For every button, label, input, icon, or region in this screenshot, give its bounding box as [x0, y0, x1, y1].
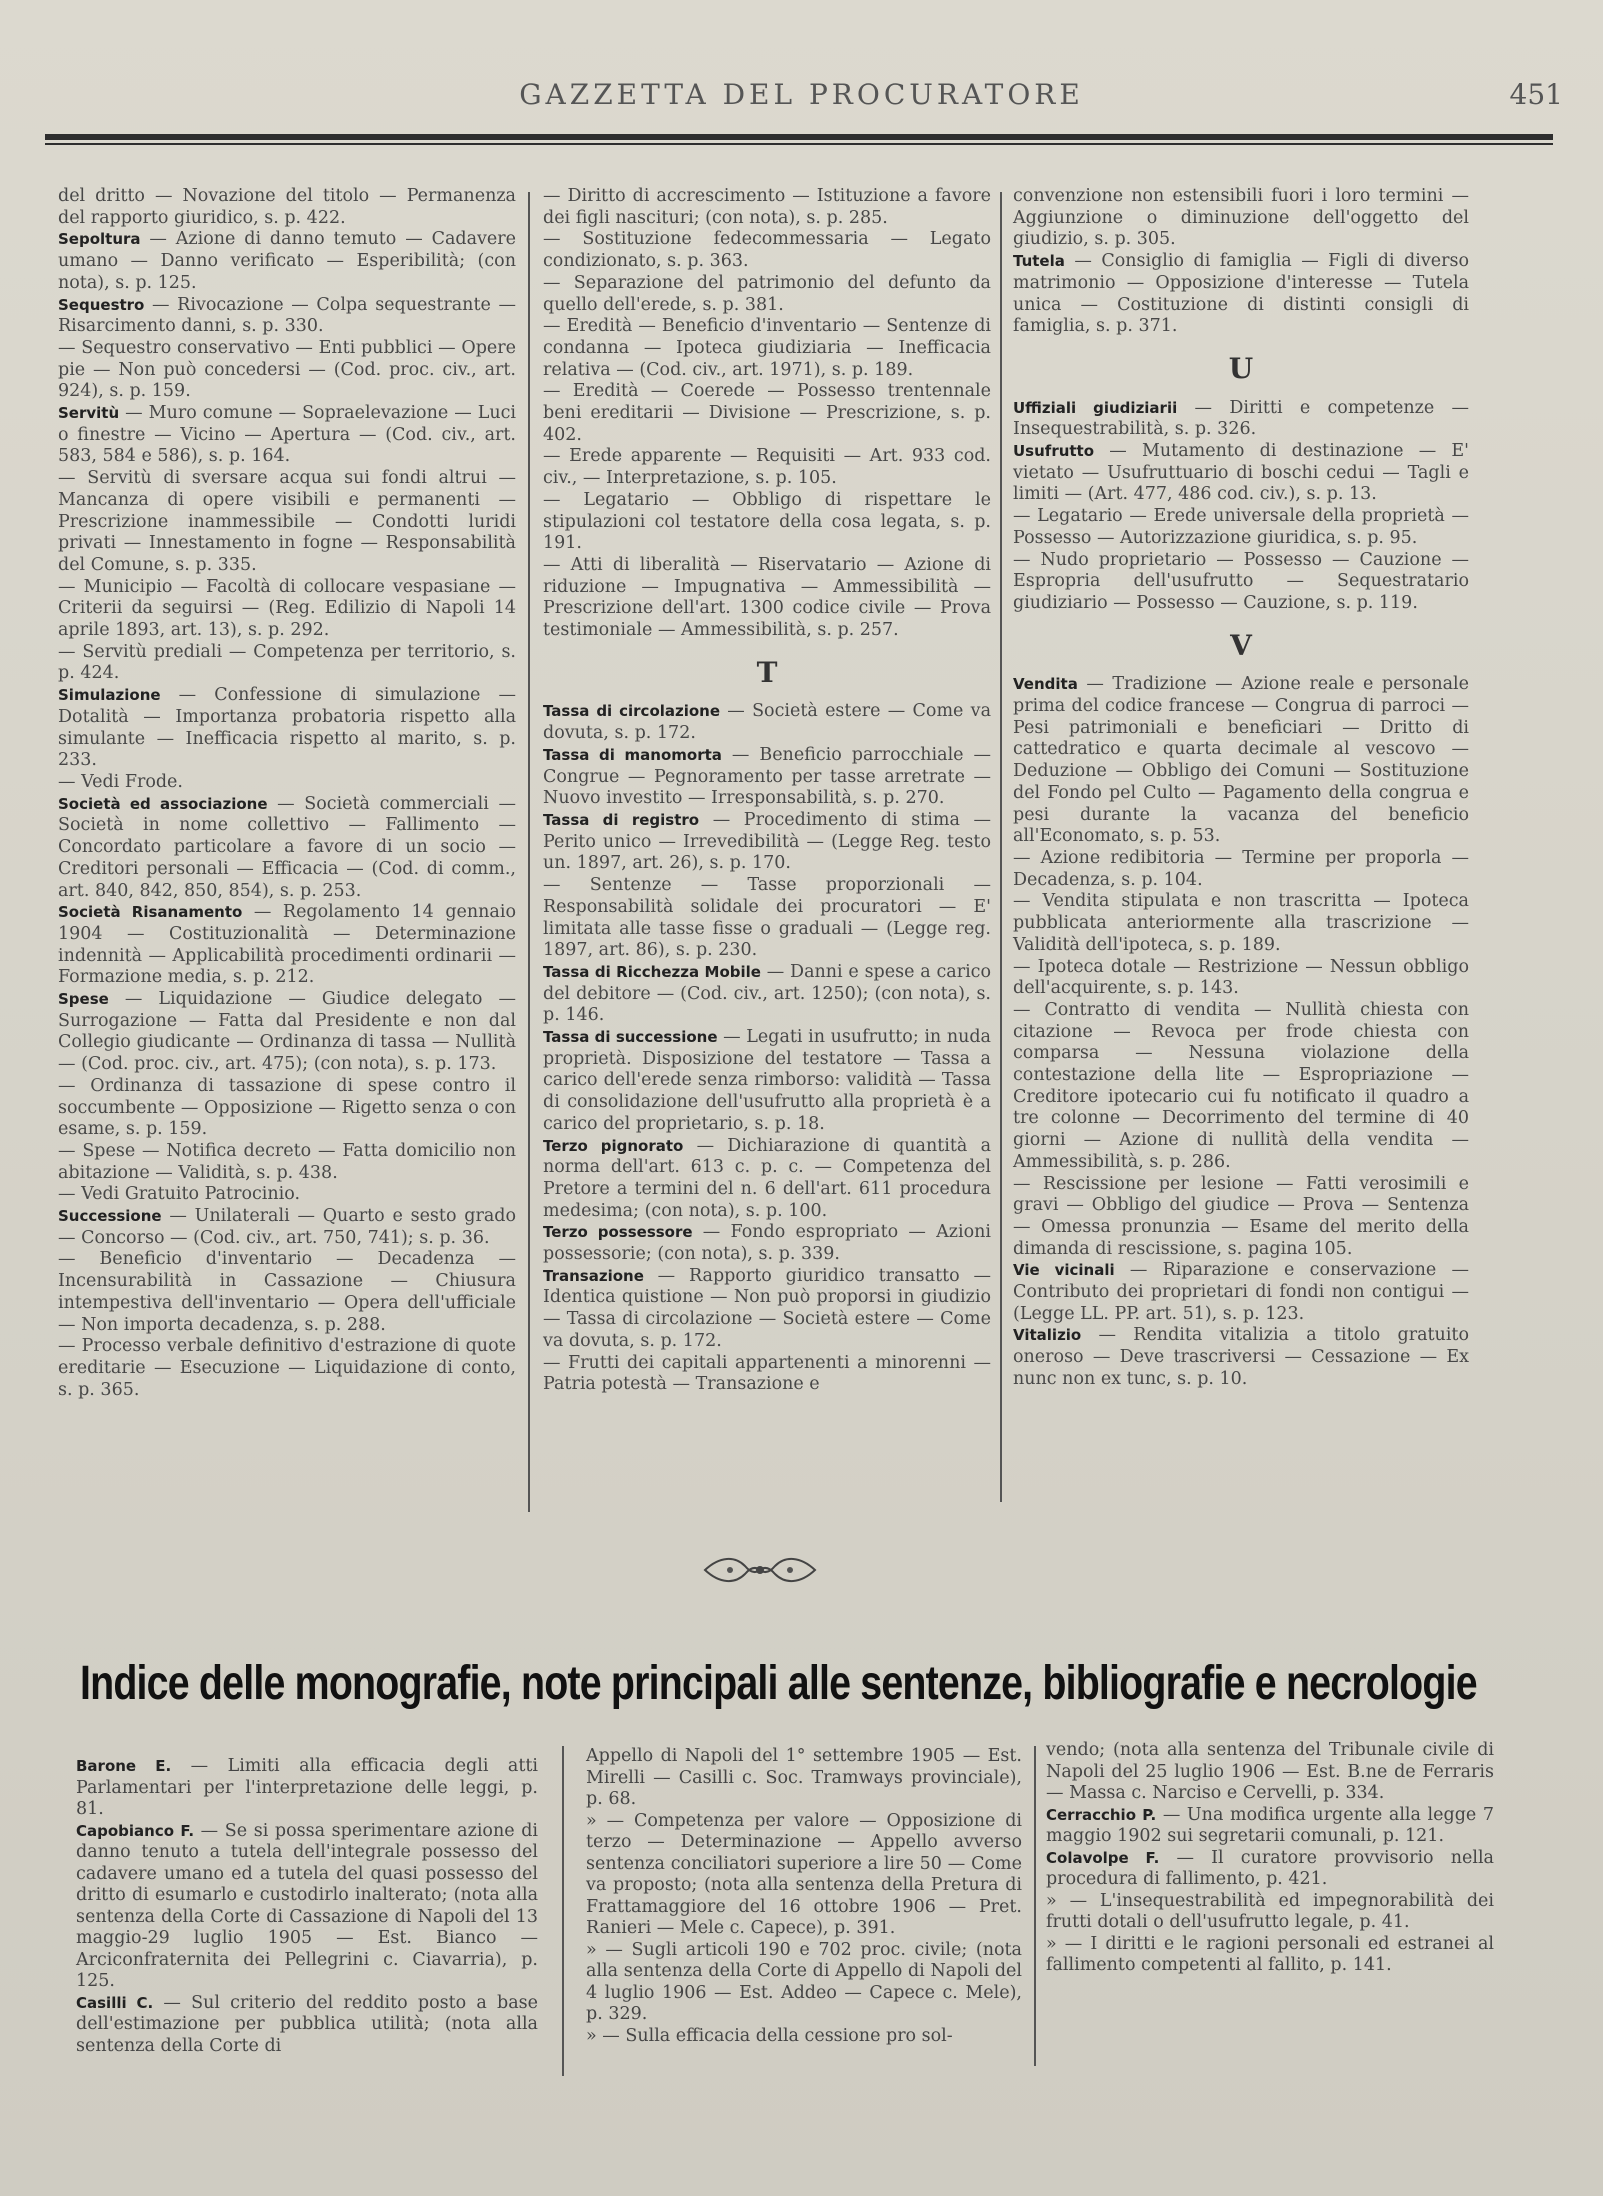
section-heading-t: T — [756, 655, 778, 689]
entry-heading: Vitalizio — [1013, 1326, 1082, 1345]
entry-text: — Tradizione — Azione reale e personale prima del codice francese — Congrua di parroci — Pesi patrimoniali e beneficiari — Dritto di cattedratico e quarta decimale al vescovo — Deduzione — Obbligo dei Comuni — Sostituzione del Fondo pel Culto — Pagamento della congrua e pesi durante la vacanza del beneficio all'Economato, s. p. 53. — [1013, 674, 1469, 847]
entry-heading: Tassa di manomorta — [543, 745, 722, 764]
entry-text: — Beneficio parrocchiale — Congrue — Pegnoramento per tasse arretrate — Nuovo investito — Irresponsabilità, s. p. 270. — [543, 744, 991, 809]
ornament-flourish-icon — [700, 1552, 820, 1588]
column-1 — [58, 186, 516, 1401]
entry-text: — Contratto di vendita — Nullità chiesta con citazione — Revoca per frode chiesta con comparsa — Nessuna violazione della contestazione della lite — Espropriazione — Creditore ipotecario cui fu notificato il quadro a tre colonne — Decorrimento del termine di 40 giorni — Azione di nullità della vendita — Ammessibilità, s. p. 286. — [1013, 999, 1469, 1172]
index-entry — [1046, 1848, 1494, 1891]
index-entry — [543, 1353, 991, 1396]
index-entry — [1013, 891, 1469, 956]
index-entry — [543, 186, 991, 229]
running-header — [40, 78, 1563, 138]
entry-text: — Nudo proprietario — Possesso — Cauzione — Espropria dell'usufrutto — Sequestratario giudiziario — Possesso — Cauzione, s. p. 119. — [1013, 549, 1469, 613]
entries-bottom2 — [586, 1746, 1022, 2047]
column-divider-1 — [528, 192, 530, 1512]
index-entry — [1013, 1174, 1469, 1261]
entry-text: — Atti di liberalità — Riservatario — Azione di riduzione — Impugnativa — Ammessibilità — Prescrizione dell'art. 1300 codice civile — Prova testimoniale — Ammessibilità, s. p. 257. — [543, 554, 991, 641]
index-entry — [1013, 1000, 1469, 1174]
entry-text: — Procedimento di stima — Perito unico — Irrevedibilità — (Legge Reg. testo un. 1897, art. 26), s. p. 170. — [543, 809, 991, 874]
index-entry — [58, 1336, 516, 1401]
entry-text: — Rendita vitalizia a titolo gratuito oneroso — Deve trascriversi — Cessazione — Ex nunc non ex tunc, s. p. 10. — [1013, 1325, 1469, 1389]
index-entry — [58, 642, 516, 685]
index-entry — [543, 1222, 991, 1265]
entry-text: — Vedi Gratuito Patrocinio. — [58, 1184, 301, 1205]
index-entry — [58, 1184, 516, 1206]
index-entry — [1046, 1934, 1494, 1977]
bottom-divider-2 — [1034, 1746, 1036, 2066]
entry-text: — Erede apparente — Requisiti — Art. 933 cod. civ., — Interpretazione, s. p. 105. — [543, 446, 991, 489]
bottom-column-2 — [586, 1746, 1022, 2047]
index-entry — [1013, 1325, 1469, 1390]
entry-text: » — Competenza per valore — Opposizione di terzo — Determinazione — Appello avverso sentenza conciliatori superiore a lire 50 — Come va proposto; (nota alla sentenza della Pretura di Frattamaggiore del 16 ottobre 1906 — Pret. Ranieri — Mele c. Capece), p. 391. — [586, 1810, 1022, 1938]
entry-text: — Eredità — Beneficio d'inventario — Sentenze di condanna — Ipoteca giudiziaria — Inefficacia relativa — (Cod. civ., art. 1971), s. p. 189. — [543, 316, 991, 380]
entry-text: » — Sugli articoli 190 e 702 proc. civile; (nota alla sentenza della Corte di Appello di Napoli del 4 luglio 1906 — Est. Addeo — Capece c. Mele), p. 329. — [586, 1939, 1022, 2024]
entry-text: — Fondo espropriato — Azioni possessorie; (con nota), s. p. 339. — [543, 1222, 991, 1265]
entry-heading: Simulazione — [58, 686, 161, 705]
entry-heading: Tassa di Ricchezza Mobile — [543, 962, 761, 981]
entry-text: — Sentenze — Tasse proporzionali — Responsabilità solidale dei procuratori — E' limitata alle tasse fisse o graduali — (Legge reg. 1897, art. 86), s. p. 230. — [543, 875, 991, 961]
entry-text: — Azione redibitoria — Termine per proporla — Decadenza, s. p. 104. — [1013, 847, 1469, 890]
entry-text: — Sostituzione fedecommessaria — Legato condizionato, s. p. 363. — [543, 229, 991, 272]
index-entry — [58, 794, 516, 903]
entry-text: — Rescissione per lesione — Fatti verosimili e gravi — Obbligo del giudice — Prova — Sentenza — Omessa pronunzia — Esame del merito della dimanda di rescissione, s. pagina 105. — [1013, 1173, 1469, 1259]
section-heading-v: V — [1230, 628, 1252, 662]
entry-text: — Vedi Frode. — [58, 771, 183, 792]
entry-heading: Casilli C. — [76, 1993, 154, 2012]
entry-text: — Legati in usufrutto; in nuda proprietà. Disposizione del testatore — Tassa a carico dell'erede senza rimborso: validità — Tassa di consolidazione dell'usufrutto alla proprietà è a carico del proprietario, s. p. 18. — [543, 1027, 991, 1134]
entries-col3c — [1013, 674, 1469, 1390]
index-entry — [543, 962, 991, 1027]
entry-heading: Tutela — [1013, 252, 1065, 271]
journal-title: GAZZETTA DEL PROCURATORE — [519, 78, 1084, 111]
entry-heading: Vendita — [1013, 675, 1078, 694]
column-3 — [1013, 186, 1469, 1391]
entry-heading: Cerracchio P. — [1046, 1805, 1157, 1824]
index-entry — [543, 555, 991, 642]
entry-text: — Una modifica urgente alla legge 7 maggio 1902 sui segretarii comunali, p. 121. — [1046, 1804, 1494, 1846]
entry-text: — Confessione di simulazione — Dotalità — Importanza probatoria rispetto alla simulante — Inefficacia rispetto al marito, s. p. 233. — [58, 685, 516, 771]
index-entry — [58, 186, 516, 229]
entry-text: — Rapporto giuridico transatto — Identica quistione — Non può proporsi in giudizio — Tassa di circolazione — Società estere — Come va dovuta, s. p. 172. — [543, 1265, 991, 1351]
entry-heading: Colavolpe F. — [1046, 1848, 1160, 1867]
column-2 — [543, 186, 991, 1396]
index-entry — [543, 229, 991, 272]
entry-heading: Transazione — [543, 1266, 644, 1285]
entry-heading: Servitù — [58, 404, 120, 423]
index-entry — [543, 810, 991, 875]
section-heading-u: U — [1228, 351, 1254, 385]
entry-text: — Legatario — Obbligo di rispettare le stipulazioni col testatore della cosa legata, s. p. 191. — [543, 489, 991, 554]
entry-text: » — I diritti e le ragioni personali ed estranei al fallimento competenti al fallito, p. 141. — [1046, 1933, 1494, 1975]
index-entry — [1046, 1740, 1494, 1805]
entry-text: — Beneficio d'inventario — Decadenza — Incensurabilità in Cassazione — Chiusura intempestiva dell'inventario — Opera dell'ufficiale — Non importa decadenza, s. p. 288. — [58, 1249, 516, 1335]
entry-heading: Tassa di circolazione — [543, 702, 721, 721]
index-entry — [58, 772, 516, 794]
entry-text: — Rivocazione — Colpa sequestrante — Risarcimento danni, s. p. 330. — [58, 294, 516, 337]
bottom-divider-1 — [562, 1746, 564, 2076]
entries-col3b — [1013, 398, 1469, 615]
entry-text: — Spese — Notifica decreto — Fatta domicilio non abitazione — Validità, s. p. 438. — [58, 1140, 516, 1183]
index-entry — [58, 229, 516, 294]
index-entry — [58, 577, 516, 642]
entry-text: » — Sulla efficacia della cessione pro sol- — [586, 2025, 953, 2046]
entry-text: — Municipio — Facoltà di collocare vespasiane — Criterii da seguirsi — (Reg. Edilizio di Napoli 14 aprile 1893, art. 13), s. p. 292. — [58, 576, 516, 641]
entry-text: vendo; (nota alla sentenza del Tribunale civile di Napoli del 25 luglio 1906 — Est. B.ne de Ferraris — Massa c. Narciso e Cervelli, p. 334. — [1046, 1740, 1494, 1803]
column-divider-2 — [1000, 192, 1002, 1502]
entries-col3 — [1013, 186, 1469, 338]
entry-text: — Liquidazione — Giudice delegato — Surrogazione — Fatta dal Presidente e non dal Collegio giudicante — Ordinanza di tassa — Nullità — (Cod. proc. civ., art. 475); (con nota), s. p. 173. — [58, 989, 516, 1075]
entry-text: — Riparazione e conservazione — Contributo dei proprietari di fondi non contigui — (Legge LL. PP. art. 51), s. p. 123. — [1013, 1260, 1470, 1324]
entries-col2 — [543, 186, 991, 642]
entry-heading: Usufrutto — [1013, 442, 1095, 461]
entry-text: » — L'insequestrabilità ed impegnorabilità dei frutti dotali o dell'usufrutto legale, p. 41. — [1046, 1890, 1494, 1932]
entry-text: del dritto — Novazione del titolo — Permanenza del rapporto giuridico, s. p. 422. — [58, 186, 516, 228]
index-entry — [543, 381, 991, 446]
index-entry — [76, 1993, 538, 2058]
header-rule — [45, 134, 1553, 145]
entry-heading: Spese — [58, 990, 109, 1009]
entry-heading: Terzo pignorato — [543, 1136, 684, 1155]
entries-col1 — [58, 186, 516, 1401]
bottom-column-1 — [76, 1756, 538, 2057]
entry-text: — Frutti dei capitali appartenenti a minorenni — Patria potestà — Transazione e — [543, 1352, 991, 1395]
entry-text: Appello di Napoli del 1° settembre 1905 — Est. Mirelli — Casilli c. Soc. Tramways provinciale), p. 68. — [586, 1746, 1022, 1809]
index-entry — [1013, 251, 1469, 338]
entry-text: — Diritti e competenze — Insequestrabilità, s. p. 326. — [1013, 397, 1469, 440]
entry-text: convenzione non estensibili fuori i loro termini — Aggiunzione o diminuzione dell'oggetto del giudizio, s. p. 305. — [1013, 186, 1469, 250]
entry-text: — Diritto di accrescimento — Istituzione a favore dei figli nascituri; (con nota), s. p. 285. — [543, 186, 991, 228]
entry-text: — Vendita stipulata e non trascritta — Ipoteca pubblicata anteriormente alla trascrizione — Validità dell'ipoteca, s. p. 189. — [1013, 891, 1469, 955]
index-entry — [1046, 1891, 1494, 1934]
index-entry — [58, 685, 516, 772]
entry-heading: Sequestro — [58, 295, 145, 314]
entry-text: — Sul criterio del reddito posto a base dell'estimazione per pubblica utilità; (nota alla sentenza della Corte di — [76, 1992, 538, 2056]
index-entry — [543, 273, 991, 316]
index-entry — [58, 295, 516, 338]
index-entry — [58, 403, 516, 468]
index-entry — [543, 745, 991, 810]
entry-text: — Muro comune — Sopraelevazione — Luci o finestre — Vicino — Apertura — (Cod. civ., art. 583, 584 e 586), s. p. 164. — [58, 403, 516, 467]
entries-bottom3 — [1046, 1740, 1494, 1977]
index-entry — [543, 1136, 991, 1223]
index-entry — [586, 1811, 1022, 1940]
entry-text: — Dichiarazione di quantità a norma dell'art. 613 c. p. c. — Competenza del Pretore a termini del n. 6 dell'art. 611 procedura medesima; (con nota), s. p. 100. — [543, 1135, 992, 1221]
index-entry — [1013, 398, 1469, 441]
entries-col2b — [543, 701, 991, 1396]
index-title: Indice delle monografie, note principali alle sentenze, bibliografie e necrologie — [80, 1657, 1477, 1710]
page-number: 451 — [1509, 78, 1563, 111]
index-entry — [1013, 506, 1469, 549]
index-entry — [76, 1756, 538, 1821]
entry-heading: Terzo possessore — [543, 1223, 693, 1242]
index-entry — [58, 1141, 516, 1184]
entry-text: — Separazione del patrimonio del defunto da quello dell'erede, s. p. 381. — [543, 272, 991, 315]
entry-text: — Ordinanza di tassazione di spese contro il soccumbente — Opposizione — Rigetto senza o con esame, s. p. 159. — [58, 1075, 516, 1140]
entry-text: — Consiglio di famiglia — Figli di diverso matrimonio — Opposizione d'interesse — Tutela unica — Costituzione di distinti consigli di famiglia, s. p. 371. — [1013, 251, 1469, 337]
entry-heading: Tassa di registro — [543, 810, 700, 829]
index-entry — [58, 989, 516, 1076]
index-entry — [1013, 674, 1469, 848]
entry-text: — Mutamento di destinazione — E' vietato — Usufruttuario di boschi cedui — Tagli e limiti — (Art. 477, 486 cod. civ.), s. p. 13. — [1013, 441, 1469, 505]
index-entry — [543, 875, 991, 962]
index-entry — [58, 1076, 516, 1141]
index-entry — [1013, 186, 1469, 251]
index-entry — [1013, 848, 1469, 891]
entry-heading: Sepoltura — [58, 230, 141, 249]
index-entry — [58, 902, 516, 989]
index-entry — [586, 1746, 1022, 1811]
entry-heading: Successione — [58, 1207, 162, 1226]
entry-text: — Azione di danno temuto — Cadavere umano — Danno verificato — Esperibilità; (con nota), s. p. 125. — [58, 229, 516, 293]
index-entry — [543, 1027, 991, 1136]
entry-text: — Società estere — Come va dovuta, s. p. 172. — [543, 701, 991, 744]
entry-text: — Danni e spese a carico del debitore — (Cod. civ., art. 1250); (con nota), s. p. 146. — [543, 961, 992, 1026]
entry-text: — Sequestro conservativo — Enti pubblici — Opere pie — Non può concedersi — (Cod. proc. civ., art. 924), s. p. 159. — [58, 337, 516, 402]
entry-text: — Regolamento 14 gennaio 1904 — Costituzionalità — Determinazione indennità — Applicabilità procedimenti ordinarii — Formazione media, s. p. 212. — [58, 902, 516, 988]
entry-text: — Il curatore provvisorio nella procedura di fallimento, p. 421. — [1046, 1847, 1494, 1889]
entry-text: — Servitù di sversare acqua sui fondi altrui — Mancanza di opere visibili e permanenti — Prescrizione inammessibile — Condotti luridi privati — Innestamento in fogne — Responsabilità del Comune, s. p. 335. — [58, 468, 516, 575]
index-entry — [1013, 1260, 1469, 1325]
index-entry — [543, 446, 991, 489]
entry-text: — Se si possa sperimentare azione di danno tenuto a tutela dell'integrale possesso del cadavere umano ed a tutela del quasi possesso del dritto di esumarlo e custodirlo inalterato; (nota alla sentenza della Corte di Cassazione di Napoli del 13 maggio-29 luglio 1905 — Est. Bianco — Arciconfraternita dei Pellegrini c. Ciavarria), p. 125. — [76, 1820, 538, 1991]
index-entry — [586, 2026, 1022, 2048]
entry-text: — Processo verbale definitivo d'estrazione di quote ereditarie — Esecuzione — Liquidazione di conto, s. p. 365. — [58, 1336, 516, 1400]
index-entry — [1046, 1805, 1494, 1848]
bottom-column-3 — [1046, 1740, 1494, 1977]
index-entry — [543, 490, 991, 555]
index-entry — [76, 1821, 538, 1993]
index-entry — [543, 316, 991, 381]
index-entry — [543, 701, 991, 744]
entry-text: — Legatario — Erede universale della proprietà — Possesso — Autorizzazione giuridica, s. p. 95. — [1013, 506, 1469, 548]
index-entry — [1013, 441, 1469, 506]
entry-text: — Unilaterali — Quarto e sesto grado — Concorso — (Cod. civ., art. 750, 741); s. p. 36. — [58, 1206, 516, 1248]
entry-text: — Ipoteca dotale — Restrizione — Nessun obbligo dell'acquirente, s. p. 143. — [1013, 956, 1469, 999]
entry-text: — Servitù prediali — Competenza per territorio, s. p. 424. — [58, 641, 516, 684]
entry-text: — Limiti alla efficacia degli atti Parlamentari per l'interpretazione delle leggi, p. 81. — [76, 1756, 538, 1819]
index-entry — [58, 468, 516, 577]
index-entry — [1013, 550, 1469, 615]
entries-bottom1 — [76, 1756, 538, 2057]
index-entry — [58, 338, 516, 403]
entry-heading: Società ed associazione — [58, 794, 268, 813]
index-entry — [58, 1249, 516, 1336]
index-entry — [1013, 957, 1469, 1000]
entry-heading: Barone E. — [76, 1757, 172, 1775]
entry-heading: Tassa di successione — [543, 1028, 718, 1047]
entry-heading: Capobianco F. — [76, 1821, 195, 1840]
entry-heading: Società Risanamento — [58, 903, 243, 922]
entry-heading: Uffiziali giudiziarii — [1013, 398, 1178, 417]
index-entry — [586, 1940, 1022, 2026]
entry-heading: Vie vicinali — [1013, 1261, 1115, 1280]
index-entry — [543, 1266, 991, 1353]
entry-text: — Eredità — Coerede — Possesso trentennale beni ereditarii — Divisione — Prescrizione, s. p. 402. — [543, 381, 991, 445]
entry-text: — Società commerciali — Società in nome collettivo — Fallimento — Concordato particolare a favore di un socio — Creditori personali — Efficacia — (Cod. di comm., art. 840, 842, 850, 854), s. p. 253. — [58, 793, 516, 901]
index-entry — [58, 1206, 516, 1249]
